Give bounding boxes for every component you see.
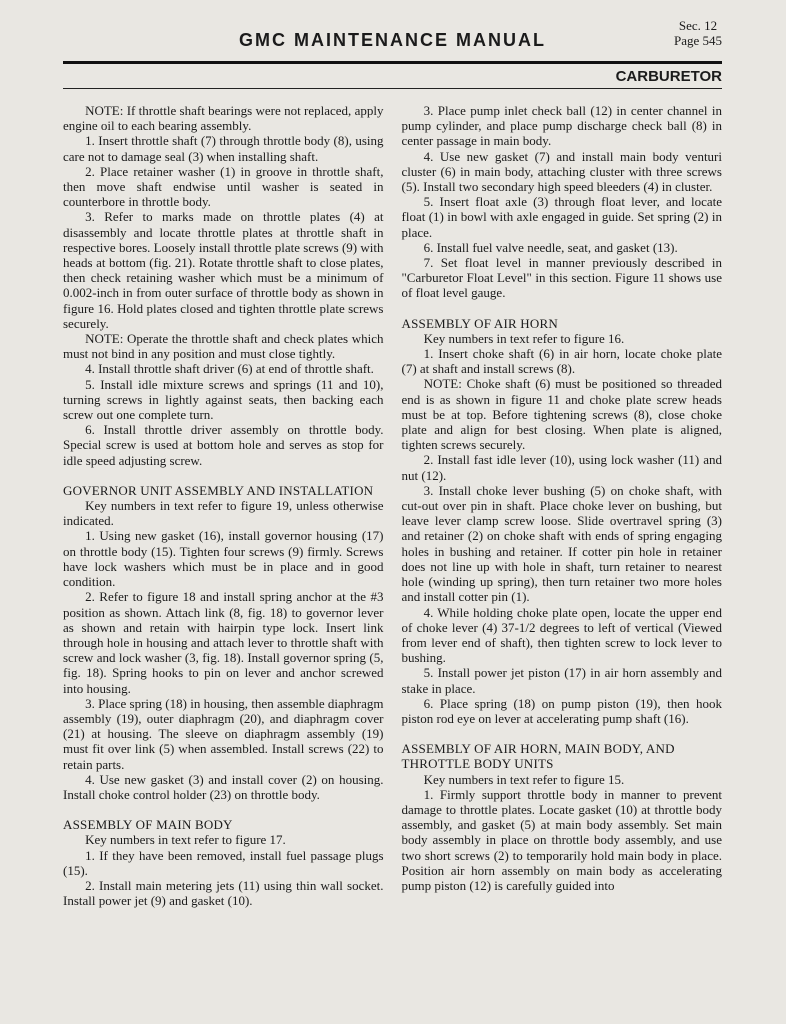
body-paragraph: 3. Place spring (18) in housing, then assemble diaphragm assembly (19), outer diaphragm (20), and diaphragm cover (21) at housing. The sleeve on diaphragm assembly (19) must fit over link (5) when assembled. Install screws (22) to retain parts.	[63, 695, 384, 772]
section-heading: ASSEMBLY OF AIR HORN	[401, 315, 558, 331]
header-rule-thick	[63, 61, 722, 64]
body-paragraph: 3. Install choke lever bushing (5) on choke shaft, with cut-out over pin in shaft. Place choke lever on bushing, but leave lever clamp screw loose. Slide overtravel spring (3) and retainer (2) on choke shaft with ends of spring engaging holes in bushing and retainer. If cotter pin hole in retainer does not line up with hole in shaft, turn retainer to nearest hole (winding up spring), then turn retainer two more holes and install cotter pin (1).	[401, 482, 722, 605]
body-paragraph: 1. Firmly support throttle body in manner to prevent damage to throttle plates. Locate gasket (10) at throttle body assembly, and gasket (5) at main body assembly. Set main body assembly in place on throttle body assembly, and use two short screws (2) to temporarily hold main body in place. Position air horn assembly on main body as accelerating pump piston (12) is carefully guided into	[401, 786, 722, 893]
manual-title: GMC MAINTENANCE MANUAL	[239, 30, 546, 50]
body-paragraph: 1. Insert throttle shaft (7) through throttle body (8), using care not to damage seal (3) when installing shaft.	[63, 133, 384, 164]
body-paragraph: 6. Install throttle driver assembly on throttle body. Special screw is used at bottom hole and serves as stop for idle speed adjusting screw.	[63, 422, 384, 468]
body-paragraph: 6. Install fuel valve needle, seat, and gasket (13).	[423, 239, 678, 255]
body-paragraph: 2. Refer to figure 18 and install spring anchor at the #3 position as shown. Attach link (8, fig. 18) to governor lever as shown and retain with hairpin type lock. Insert link through hole in housing and attach lever to throttle shaft with screw and lock washer (3, fig. 18). Install governor spring (5, fig. 18). Spring hooks to pin on lever and anchor screwed into housing.	[63, 589, 384, 696]
body-paragraph: 2. Install main metering jets (11) using thin wall socket. Install power jet (9) and gasket (10).	[63, 877, 384, 909]
body-paragraph: 7. Set float level in manner previously described in "Carburetor Float Level" in this section. Figure 11 shows use of float level gauge.	[401, 255, 722, 301]
body-paragraph: Key numbers in text refer to figure 17.	[85, 832, 286, 848]
body-paragraph: 4. Install throttle shaft driver (6) at end of throttle shaft.	[85, 361, 374, 377]
body-paragraph: 4. Use new gasket (7) and install main body venturi cluster (6) in main body, attaching cluster with three screws (5). Install two secondary high speed bleeders (4) in cluster.	[401, 148, 722, 195]
section-heading: ASSEMBLY OF MAIN BODY	[63, 817, 233, 833]
body-paragraph: NOTE: Choke shaft (6) must be positioned so threaded end is as shown in figure 11 and choke plate screw heads must be at top. Before tightening screws (8), close choke plate and align for best closing. When plate is aligned, tighten screws securely.	[401, 376, 722, 453]
section-page-block	[674, 18, 722, 48]
body-paragraph: 4. Use new gasket (3) and install cover (2) on housing. Install choke control holder (23) on throttle body.	[63, 771, 384, 802]
body-paragraph: 5. Install power jet piston (17) in air horn assembly and stake in place.	[401, 665, 722, 696]
right-column	[402, 103, 723, 908]
body-paragraph: Key numbers in text refer to figure 15.	[423, 771, 625, 787]
body-paragraph: Key numbers in text refer to figure 16.	[423, 330, 625, 346]
body-paragraph: NOTE: If throttle shaft bearings were not replaced, apply engine oil to each bearing assembly.	[63, 103, 384, 134]
body-paragraph: NOTE: Operate the throttle shaft and check plates which must not bind in any position and must close tightly.	[63, 331, 384, 362]
body-paragraph: 1. If they have been removed, install fuel passage plugs (15).	[63, 847, 384, 878]
body-paragraph: 1. Using new gasket (16), install governor housing (17) on throttle body (15). Tighten four screws (9) firmly. Screws have lock washers which must be in place and in good condition.	[63, 528, 384, 590]
page-number: Page 545	[673, 33, 722, 48]
body-paragraph: Key numbers in text refer to figure 19, unless otherwise indicated.	[63, 498, 384, 529]
header-row	[63, 18, 722, 56]
left-column	[63, 103, 384, 908]
section-number: Sec. 12	[678, 18, 718, 33]
body-paragraph: 2. Install fast idle lever (10), using lock washer (11) and nut (12).	[401, 452, 722, 483]
body-paragraph: 4. While holding choke plate open, locate the upper end of choke lever (4) 37-1/2 degrees to left of vertical (Viewed from lever end of shaft), then tighten screw to lock lever to bushing.	[401, 604, 722, 666]
body-paragraph: 5. Install idle mixture screws and springs (11 and 10), turning screws in lightly against seats, then backing each screw out one complete turn.	[63, 376, 384, 423]
body-paragraph: 5. Insert float axle (3) through float lever, and locate float (1) in bowl with axle engaged in guide. Set spring (2) in place.	[401, 194, 722, 240]
text-columns	[63, 103, 722, 908]
chapter-title: CARBURETOR	[615, 68, 722, 85]
header-rule-thin	[63, 88, 722, 89]
body-paragraph: 6. Place spring (18) on pump piston (19), then hook piston rod eye on lever at accelerating pump shaft (16).	[401, 695, 722, 726]
page-header	[63, 18, 722, 89]
body-paragraph: 3. Refer to marks made on throttle plates (4) at disassembly and locate throttle plates at throttle shaft in respective bores. Loosely install throttle plate screws (9) with heads at bottom (fig. 21). Rotate throttle shaft to close plates, then check retaining washer which must be a minimum of 0.002-inch in from outer surface of throttle body as shown in figure 16. Hold plates closed and tighten throttle plate screws securely.	[63, 209, 384, 331]
body-paragraph: 3. Place pump inlet check ball (12) in center channel in pump cylinder, and place pump discharge check ball (8) in center passage in main body.	[401, 103, 722, 149]
section-heading: GOVERNOR UNIT ASSEMBLY AND INSTALLATION	[63, 482, 374, 498]
section-heading: ASSEMBLY OF AIR HORN, MAIN BODY, AND THROTTLE BODY UNITS	[401, 741, 675, 772]
body-paragraph: 2. Place retainer washer (1) in groove in throttle shaft, then move shaft endwise until washer is seated in counterbore in throttle body.	[63, 163, 384, 210]
body-paragraph: 1. Insert choke shaft (6) in air horn, locate choke plate (7) at shaft and install screws (8).	[401, 346, 722, 377]
